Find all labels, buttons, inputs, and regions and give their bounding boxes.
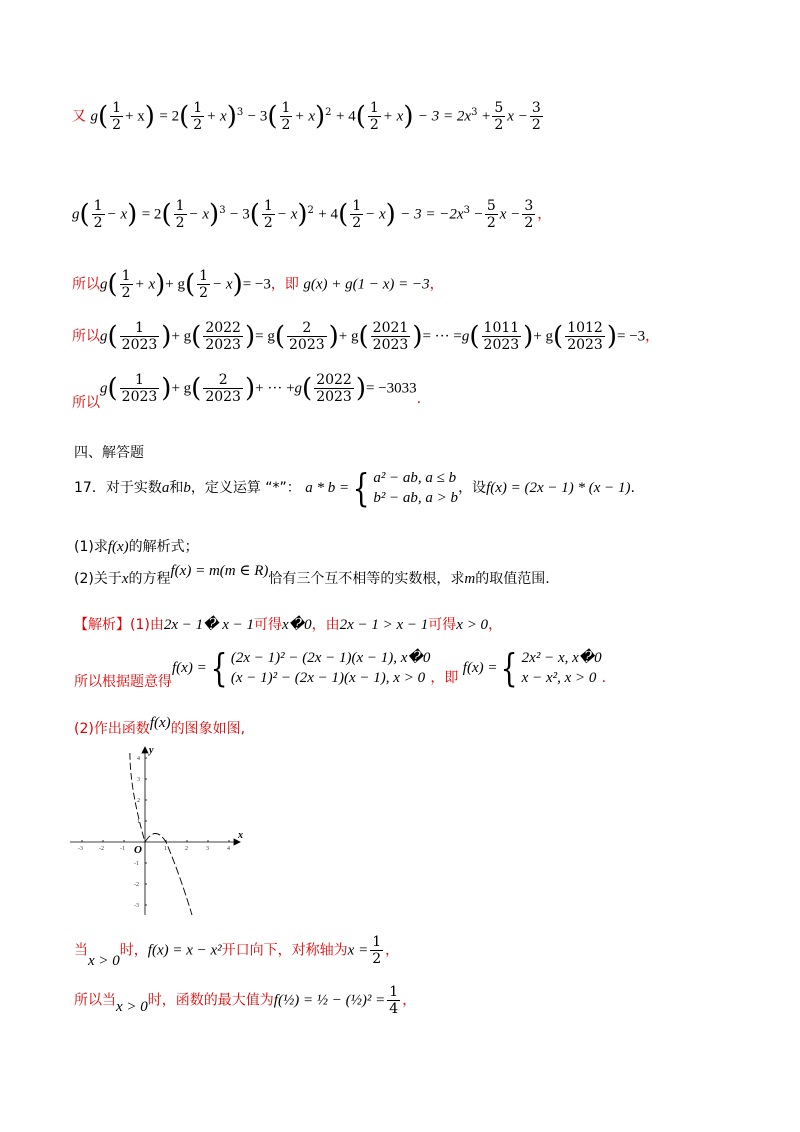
q1-fx: f(x) [107, 539, 129, 555]
num-1011: 1011 [483, 320, 520, 336]
x-minus: x − [507, 108, 528, 125]
p1-a: (1)由 [130, 617, 164, 633]
minus-sign: − [474, 206, 483, 223]
p2-fx: f(x) = [172, 660, 207, 676]
q2-x: x [121, 571, 129, 587]
equation-total-sum: 所以g( $\frac{1}{2023}$ )+ g( $\frac{2}{2023}$ )+ ··· +g( $\frac{2022}{2023}$ )= −3033. [72, 372, 422, 411]
y-tick-label: -1 [134, 861, 139, 867]
problem-end: . [630, 480, 635, 496]
p5-cond: x > 0 [116, 998, 148, 1015]
q2-end: 的取值范围. [475, 571, 550, 587]
equals-two: = 2 [159, 108, 180, 125]
p1-ineq2: 2x − 1 > x − 1 [339, 617, 429, 633]
q2-prefix: (2)关于 [74, 571, 122, 587]
var-b: b [183, 480, 191, 496]
line5-suffix: . [416, 390, 422, 407]
equation-g-half-plus-x: 又 g( $\frac{1}{2}$ + x) = 2( $\frac{1}{2}$ + x)$^3$ − 3( $\frac{1}{2}$ + x)$^2$ + 4( $\frac{1}{2}$ + $x) - 3 = 2x^3$ + $\frac{5}{2}$ x − $\frac{3}{2}$ [72, 100, 541, 133]
y-axis-label: y [149, 745, 154, 756]
line4-prefix: 所以 [72, 328, 100, 345]
line5-prefix: 所以 [72, 394, 100, 411]
p5-expr: f(½) = ½ − (½)² = [273, 992, 386, 1009]
x-tick-label: 3 [206, 846, 209, 852]
line3-mid: ，即 [270, 276, 299, 293]
y-axis-arrow [142, 747, 148, 753]
total-result: = −3033 [365, 380, 417, 397]
p4-a: 当 [74, 942, 88, 959]
p1-c: ，由 [311, 617, 340, 633]
p3-prefix: (2)作出函数 [74, 721, 150, 737]
num-1012: 1012 [567, 320, 603, 336]
line1-prefix: 又 [72, 108, 86, 125]
plus-four: + 4 [335, 108, 356, 125]
frac-3-den: 2 [531, 117, 541, 133]
ellipsis-equals: = ··· = [422, 328, 462, 345]
result-2x: − 3 = 2x [417, 108, 472, 125]
p1-b: 可得 [254, 617, 283, 633]
x-tick-label: 4 [227, 846, 230, 852]
frac-3-num: 3 [531, 100, 541, 116]
num-1: 1 [120, 320, 160, 337]
y-tick-label: 3 [137, 777, 140, 783]
plus-ellipsis: + ··· + [255, 380, 295, 397]
result-neg-2x: − 3 = −2x [400, 206, 464, 223]
p1-d: 可得 [428, 617, 457, 633]
identity-formula: g(x) + g(1 − x) = −3 [303, 276, 430, 293]
line4-suffix: ， [645, 328, 660, 345]
q1-prefix: (1)求 [74, 539, 108, 555]
solution-part-2-axis [74, 934, 399, 967]
problem-intro: 17．对于实数 [74, 480, 162, 496]
p4-axis: x = [347, 942, 369, 959]
p2-case-1: (2x − 1)² − (2x − 1)(x − 1), x�0 [230, 650, 431, 666]
y-tick-label: -3 [134, 903, 139, 909]
equation-sum-minus-three: 所以g( $\frac{1}{2}$ + x)+ g( $\frac{1}{2}$ − x)= −3，即 g(x) + g(1 − x) = −3， [72, 268, 444, 301]
p2-end: . [601, 670, 607, 686]
minus-three: − 3 [247, 108, 268, 125]
x-tick-label: -3 [78, 846, 83, 852]
function-graph [68, 745, 244, 921]
q2-suffix: 恰有三个互不相等的实数根，求 [268, 571, 465, 587]
p5-a: 所以当 [74, 992, 116, 1009]
x-tick-label: -2 [99, 846, 104, 852]
plus-sign: + [481, 108, 491, 125]
p4-end: ， [385, 942, 400, 959]
p3-fx: f(x) [149, 715, 171, 731]
num-2: 2 [287, 320, 327, 337]
x-tick-label: 2 [185, 846, 188, 852]
question-1 [74, 536, 199, 556]
case-1: a² − ab, a ≤ b [373, 470, 457, 486]
exponent-2: 2 [325, 106, 332, 118]
p5-den: 4 [389, 1001, 399, 1017]
p4-fx: f(x) = x − x² [147, 942, 222, 959]
section-heading: 四、解答题 [74, 445, 144, 461]
equation-pair-sums: 所以g( $\frac{1}{2023}$ )+ g( $\frac{2022}{2023}$ )= g( $\frac{2}{2023}$ )+ g( $\frac{2021}{2023}$ )= ··· =g( $\frac{1011}{2023}$ )+ g( $\frac{1012}{2023}$ )= −3， [72, 320, 660, 353]
p2-case-2: (x − 1)² − (2x − 1)(x − 1), x > 0 [230, 670, 426, 686]
solution-part-2-max [74, 984, 416, 1017]
define-text: ，定义运算 “*”： [190, 480, 301, 496]
case-2: b² − ab, a > b [373, 490, 459, 506]
g-symbol: g [90, 108, 98, 125]
q1-suffix: 的解析式； [128, 539, 199, 555]
x-tick-label: 1 [164, 846, 167, 852]
frac-5-den: 2 [494, 117, 504, 133]
y-tick-label: 1 [137, 819, 140, 825]
p3-suffix: 的图象如图, [170, 721, 246, 737]
line3-suffix: ， [429, 276, 444, 293]
x-tick-label: -1 [120, 846, 125, 852]
p4-cond: x > 0 [88, 952, 120, 969]
frac-5-num: 5 [494, 100, 504, 116]
p2-fx-2: f(x) = [462, 660, 498, 676]
equals-minus-three-2: = −3 [617, 328, 646, 345]
operation-def: a * b = [305, 480, 350, 496]
p5-num: 1 [389, 984, 399, 1000]
p4-num: 1 [372, 934, 382, 950]
problem-17-statement: 17．对于实数a和b，定义运算 “*”： a * b ={ a² − ab, a ≤ b b² − ab, a > b ，设f(x) = (2x − 1) * (x − 1). [74, 466, 635, 510]
line2-suffix: ， [537, 206, 552, 223]
p2-simplified-cases [522, 648, 602, 688]
y-tick-label: -2 [134, 882, 139, 888]
num-2022: 2022 [205, 320, 241, 336]
p2-simple-1: 2x² − x, x�0 [521, 650, 602, 666]
fx-definition: f(x) = (2x − 1) * (x − 1) [486, 480, 631, 496]
p5-end: ， [402, 992, 417, 1009]
y-tick-label: 2 [137, 798, 140, 804]
origin-label: O [134, 844, 142, 856]
equals-minus-three: = −3 [242, 276, 271, 293]
num-2021: 2021 [372, 320, 409, 336]
fraction-den: 2 [112, 117, 122, 133]
x-axis-label: x [238, 830, 243, 841]
p4-b: 时， [119, 942, 148, 959]
line3-prefix: 所以 [72, 276, 100, 293]
p2-cases [231, 648, 430, 688]
solution-tag: 【解析】 [74, 617, 130, 633]
and-text: 和 [169, 480, 184, 496]
den-2023: 2023 [121, 337, 158, 353]
y-tick-label: 4 [137, 756, 140, 762]
p4-den: 2 [372, 951, 382, 967]
fraction-num: 1 [112, 100, 122, 116]
p1-res2: x > 0 [456, 617, 489, 633]
solution-part-1 [74, 614, 502, 634]
p1-e: ， [488, 617, 503, 633]
p1-res1: x�0 [282, 617, 312, 633]
q2-mid: 的方程 [128, 571, 171, 587]
equation-g-half-minus-x: g( $\frac{1}{2}$ − x) = 2( $\frac{1}{2}$ − x)$^3$ − 3( $\frac{1}{2}$ − x)$^2$ + 4( $\frac{1}{2}$ − $x) - 3 = -2x^3$ − $\frac{5}{2}$ x − $\frac{3}{2}$ ， [72, 198, 552, 231]
solution-piecewise: 所以根据题意得f(x) ={ (2x − 1)² − (2x − 1)(x − 1), x�0 (x − 1)² − (2x − 1)(x − 1), x > 0 ，即 f(x) ={ 2x² − x, x�0 x − x², x > 0 . [74, 646, 607, 690]
question-2 [74, 563, 550, 588]
p4-c: 开口向下，对称轴为 [221, 942, 348, 959]
set-text: ，设 [458, 480, 487, 496]
q2-m: m [464, 571, 476, 587]
p2-prefix: 所以根据题意得 [74, 674, 172, 690]
p5-b: 时，函数的最大值为 [147, 992, 274, 1009]
var-a: a [161, 480, 170, 496]
exponent-3: 3 [236, 106, 244, 118]
q2-equation: f(x) = m(m ∈ R) [170, 563, 269, 579]
p2-simple-2: x − x², x > 0 [521, 670, 597, 686]
operation-cases [373, 468, 458, 508]
solution-part-2-intro [74, 715, 246, 738]
p1-ineq1: 2x − 1� x − 1 [163, 617, 255, 633]
p2-mid: ，即 [430, 670, 459, 686]
